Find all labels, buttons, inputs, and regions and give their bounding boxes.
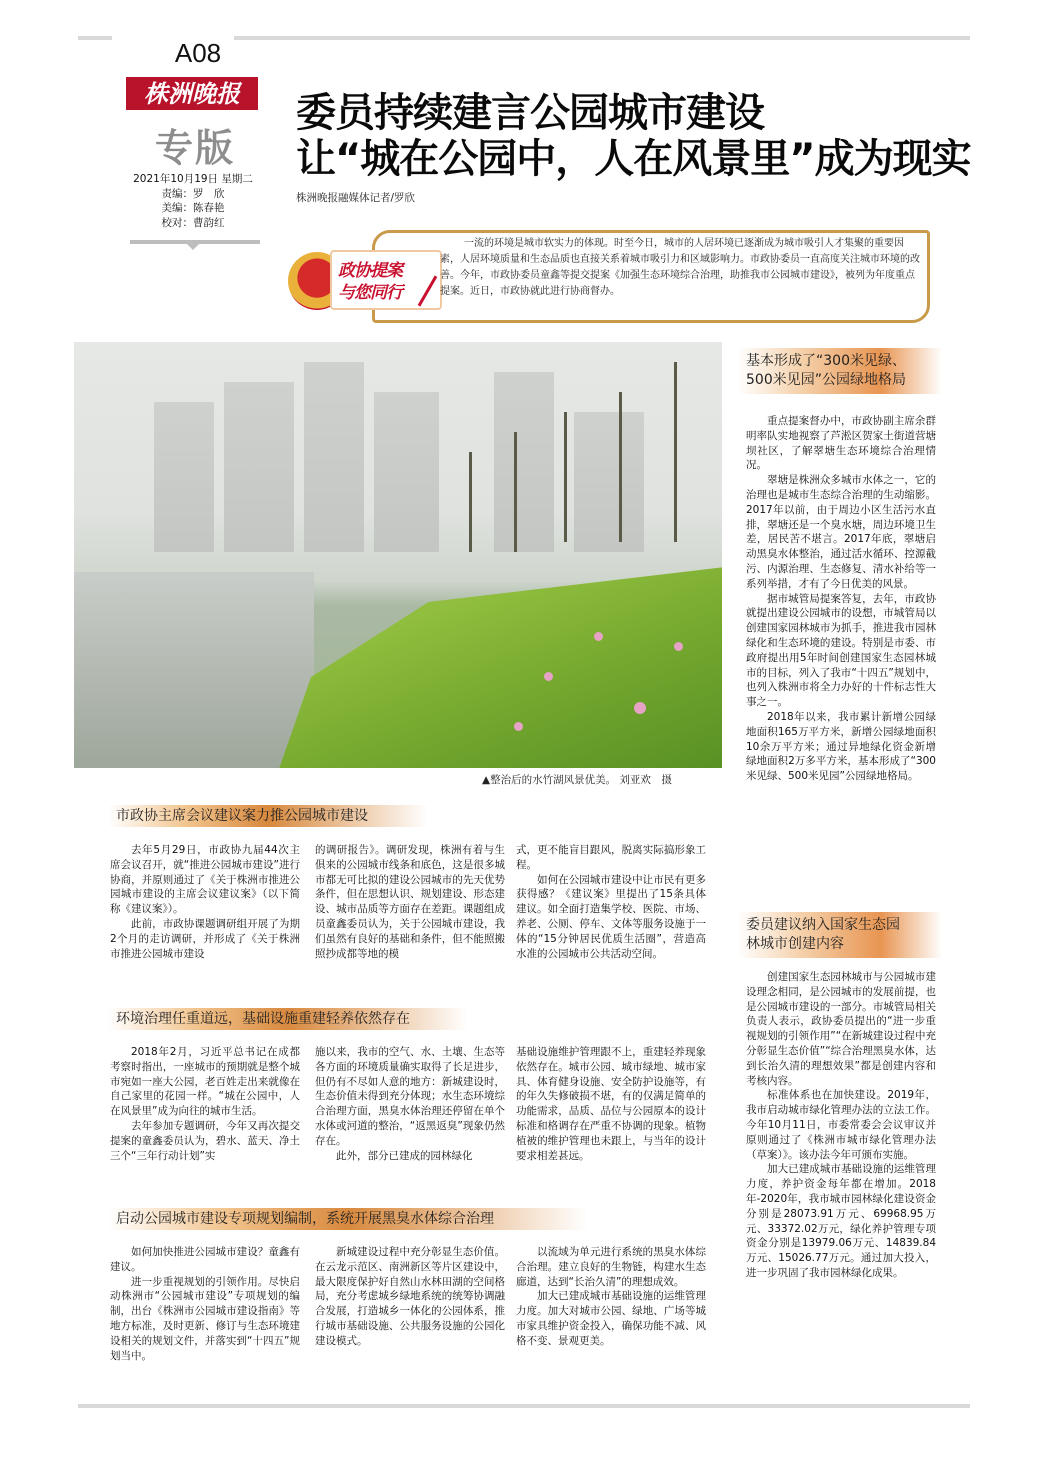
proofreader-credit: 校对：曹韵红 <box>161 216 225 229</box>
paragraph: 加大已建成城市基础设施的运维管理力度，养护资金每年都在增加。2018年-2020年，我市城市园林绿化建设资金分别是28073.91万元、69968.95万元、33372.02万元，绿化养护管理专项资金分别是13979.06万元、14839.84万元、15026.77万元。通过加大投入，进一步巩固了我市园林绿化成果。 <box>746 1163 936 1279</box>
photo-building <box>374 392 439 552</box>
editor-credit: 责编：罗 欣 <box>161 187 225 200</box>
sidebar-section-1-body <box>746 414 936 784</box>
section-heading-1: 市政协主席会议建议案力推公园城市建设 <box>108 805 428 827</box>
paragraph: 此外，部分已建成的园林绿化 <box>336 1149 473 1162</box>
section-1-column-1 <box>110 843 300 961</box>
paragraph: 去年参加专题调研，今年又再次提交提案的童鑫委员认为，碧水、蓝天、净土三个“三年行动计划”实 <box>110 1119 300 1162</box>
paragraph: 新城建设过程中充分彰显生态价值。在云龙示范区、南洲新区等片区建设中，最大限度保护好自然山水林田湖的空间格局，充分考虑城乡绿地系统的统筹协调融合发展，打造城乡一体化的公园体系，推行城市基础设施、公共服务设施的公园化建设模式。 <box>315 1246 505 1347</box>
paragraph: 2018年2月，习近平总书记在成都考察时指出，一座城市的预期就是整个城市宛如一座大公园，老百姓走出来就像在自己家里的花园一样。“城在公园中，人在风景里”成为向往的城市生活。 <box>110 1046 300 1118</box>
paragraph: 如何加快推进公园城市建设？童鑫有建议。 <box>110 1246 300 1273</box>
photo-building <box>494 372 554 552</box>
photo-tree <box>564 412 567 542</box>
photo-building <box>574 412 644 552</box>
photo-building <box>304 362 364 552</box>
section-2-column-2 <box>315 1045 505 1163</box>
photo-building <box>154 402 214 552</box>
bottom-rule <box>78 1404 970 1408</box>
photo-flower <box>674 642 683 651</box>
photo-building <box>224 382 294 552</box>
sidebar-heading-1-line-2: 500米见园”公园绿地格局 <box>746 372 906 388</box>
section-label: 专版 <box>154 125 235 170</box>
paragraph: 加大已建成城市基础设施的运维管理力度。加大对城市公园、绿地、广场等城市家具维护资金投入，确保功能不减、风格不变、景观更美。 <box>516 1290 706 1347</box>
paragraph: 标准体系也在加快建设。2019年，我市启动城市绿化管理办法的立法工作。今年10月11日，市委常委会会议审议并原则通过了《株洲市城市绿化管理办法（草案）》。该办法今年可颁布实施。 <box>746 1089 936 1161</box>
photo-flower <box>594 632 603 641</box>
section-3-column-1 <box>110 1245 300 1363</box>
page-number: A08 <box>174 38 222 68</box>
paragraph: 施以来，我市的空气、水、土壤、生态等各方面的环境质量确实取得了长足进步，但仍有不尽如人意的地方：新城建设时，生态价值未得到充分体现；水生态环境综合治理方面，黑臭水体治理还停留在单个水体或河道的整治，“返黑返臭”现象仍然存在。 <box>315 1046 505 1147</box>
sidebar-heading-2-line-1: 委员建议纳入国家生态园 <box>746 917 900 933</box>
sidebar-section-2-body <box>746 970 936 1281</box>
paragraph: 以流域为单元进行系统的黑臭水体综合治理。建立良好的生物链，构建水生态廊道，达到“长治久清”的理想成效。 <box>516 1246 706 1288</box>
sidebar-heading-1-line-1: 基本形成了“300米见绿、 <box>746 353 906 369</box>
sidebar-heading-2-line-2: 林城市创建内容 <box>746 936 844 952</box>
paragraph: 进一步重视规划的引领作用。尽快启动株洲市“公园城市建设”专项规划的编制，出台《株洲市公园城市建设指南》等地方标准，及时更新、修订与生态环境建设相关的规划文件，并落实到“十四五”规划当中。 <box>110 1275 300 1362</box>
edition-date: 2021年10月19日 星期二 <box>133 173 253 185</box>
top-rule-left <box>78 36 112 40</box>
photo-flower <box>634 702 646 714</box>
section-3-column-3 <box>516 1245 706 1349</box>
newspaper-masthead: 株洲晚报 <box>126 77 258 110</box>
photo-tree <box>514 432 517 552</box>
badge-line-1: 政协提案 <box>338 261 402 281</box>
section-heading-3: 启动公园城市建设专项规划编制，系统开展黑臭水体综合治理 <box>108 1208 588 1230</box>
headline <box>296 90 971 182</box>
paragraph: 去年5月29日，市政协九届44次主席会议召开，就“推进公园城市建设”进行协商，并原则通过了《关于株洲市推进公园城市建设的主席会议建议案》（以下简称《建议案》）。 <box>110 844 300 916</box>
photo-flower <box>514 722 523 731</box>
cppcc-proposal-badge <box>288 246 448 316</box>
top-rule-right <box>234 36 970 40</box>
lake-park-photo <box>74 342 722 768</box>
badge-line-2: 与您同行 <box>338 283 402 303</box>
edition-meta <box>118 172 268 230</box>
paragraph: 2018年以来，我市累计新增公园绿地面积165万平方米，新增公园绿地面积10余万平方米；通过异地绿化资金新增绿地面积2万多平方米，基本形成了“300米见绿、500米见园”公园绿地格局。 <box>746 710 936 783</box>
photo-caption: ▲整治后的水竹湖风景优美。 刘亚欢 摄 <box>482 774 672 786</box>
paragraph: 的调研报告》。调研发现，株洲有着与生俱来的公园城市线条和底色，这是很多城市都无可比拟的建设公园城市的先天优势条件，但在思想认识、规划建设、形态建设、城市品质等方面存在差距。课题组成员童鑫委员认为，关于公园城市建设，我们虽然有良好的基础和条件，但不能照搬照抄成都等地的模 <box>315 844 505 960</box>
paragraph: 式，更不能盲目跟风，脱离实际搞形象工程。 <box>516 844 706 871</box>
section-1-column-2 <box>315 843 505 961</box>
headline-line-2: 让“城在公园中，人在风景里”成为现实 <box>296 136 971 182</box>
intro-text: 一流的环境是城市软实力的体现。时至今日，城市的人居环境已逐渐成为城市吸引人才集聚的重要因素，人居环境质量和生态品质也直接关系着城市吸引力和区域影响力。市政协委员一直高度关注城市环境的改善。今年，市政协委员童鑫等提交提案《加强生态环境综合治理，助推我市公园城市建设》，被列为年度重点提案。近日，市政协就此进行协商督办。 <box>440 238 920 297</box>
photo-flower <box>544 672 553 681</box>
headline-line-1: 委员持续建言公园城市建设 <box>296 90 764 136</box>
section-3-column-2 <box>315 1245 505 1349</box>
paragraph: 创建国家生态园林城市与公园城市建设理念相同，是公园城市的发展前提，也是公园城市建设的一部分。市城管局相关负责人表示，政协委员提出的“进一步重视规划的引领作用”“在新城建设过程中充分彰显生态价值”“综合治理黑臭水体，达到长治久清的理想效果”都是创建内容和考核内容。 <box>746 971 936 1087</box>
photo-water <box>74 572 314 768</box>
photo-tree <box>619 392 622 542</box>
sidebar-heading-2 <box>738 912 942 958</box>
paragraph: 如何在公园城市建设中让市民有更多获得感？《建议案》里提出了15条具体建议。如全面打造集学校、医院、市场、养老、公厕、停车、文体等服务设施于一体的“15分钟居民优质生活圈”，营造高水准的公园城市公共活动空间。 <box>516 873 706 960</box>
paragraph: 翠塘是株洲众多城市水体之一，它的治理也是城市生态综合治理的生动缩影。2017年以前，由于周边小区生活污水直排，翠塘还是一个臭水塘，周边环境卫生差，居民苦不堪言。2017年底，翠塘启动黑臭水体整治，通过活水循环、控源截污、内源治理、生态修复、清水补给等一系列举措，才有了今日优美的风景。 <box>746 474 936 590</box>
designer-credit: 美编：陈春艳 <box>161 202 225 214</box>
byline: 株洲晚报融媒体记者/罗欣 <box>296 192 416 204</box>
section-heading-2: 环境治理任重道远，基础设施重建轻养依然存在 <box>108 1008 468 1030</box>
paragraph: 此前，市政协课题调研组开展了为期2个月的走访调研，并形成了《关于株洲市推进公园城市建设 <box>110 917 300 960</box>
sidebar-heading-1 <box>738 348 942 394</box>
photo-tree <box>674 362 677 542</box>
paragraph: 基础设施维护管理跟不上，重建轻养现象依然存在。城市公园、城市绿地、城市家具、体育健身设施、安全防护设施等，有的年久失修破损不堪，有的仅满足简单的功能需求，品质、品位与公园原本的设计标准和格调存在严重不协调的现象。植物植被的维护管理也未跟上，与当年的设计要求相差甚远。 <box>516 1046 706 1162</box>
section-1-column-3 <box>516 843 706 961</box>
photo-tree <box>469 452 472 552</box>
section-2-column-1 <box>110 1045 300 1163</box>
chevron-down-icon <box>183 240 203 250</box>
section-2-column-3 <box>516 1045 706 1163</box>
paragraph: 据市城管局提案答复，去年，市政协就提出建设公园城市的设想，市城管局以创建国家园林城市为抓手，推进我市园林绿化和生态环境的建设。特别是市委、市政府提出用5年时间创建国家生态园林城市的目标，列入了我市“十四五”规划中，也列入株洲市将全力办好的十件标志性大事之一。 <box>746 592 936 709</box>
paragraph: 重点提案督办中，市政协副主席余群明率队实地视察了芦淞区贺家土街道营塘坝社区，了解翠塘生态环境综合治理情况。 <box>746 415 936 472</box>
